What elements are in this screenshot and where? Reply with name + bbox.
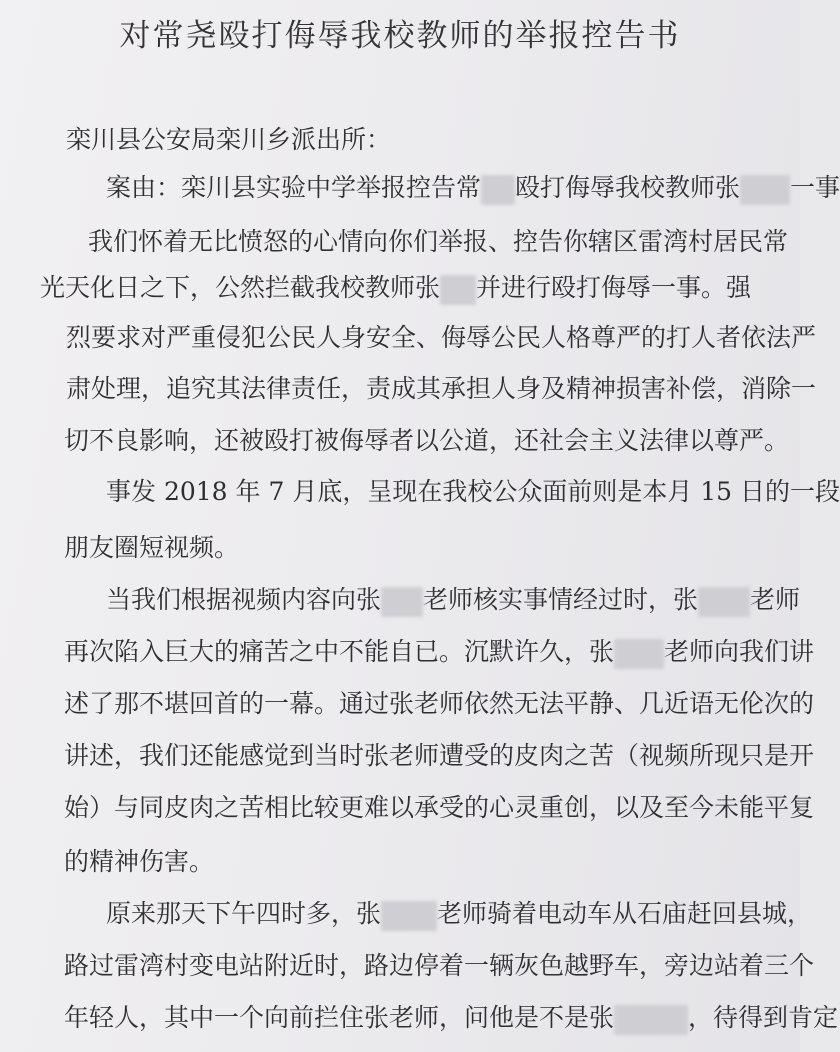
text-line: 烈要求对严重侵犯公民人身安全、侮辱公民人格尊严的打人者依法严 bbox=[66, 323, 817, 352]
text-line: 始）与同皮肉之苦相比较更难以承受的心灵重创，以及至今未能平复 bbox=[64, 793, 815, 822]
text-line: 事发 2018 年 7 月底，呈现在我校公众面前则是本月 15 日的一段 bbox=[106, 477, 840, 506]
text-line: 肃处理，追究其法律责任，责成其承担人身及精神损害补偿，消除一 bbox=[66, 374, 817, 403]
text-line: 朋友圈短视频。 bbox=[64, 533, 240, 562]
text-line: 原来那天下午四时多，张 老师骑着电动车从石庙赶回县城， bbox=[106, 898, 812, 931]
text-line: 讲述，我们还能感觉到当时张老师遭受的皮肉之苦（视频所现只是开 bbox=[64, 741, 815, 770]
text-line: 切不良影响，还被殴打被侮辱者以公道，还社会主义法律以尊严。 bbox=[64, 426, 790, 455]
redaction bbox=[381, 901, 437, 931]
text-line: 光天化日之下，公然拦截我校教师张 并进行殴打侮辱一事。强 bbox=[40, 272, 751, 305]
text-line: 当我们根据视频内容向张 老师核实事情经过时，张 老师 bbox=[106, 584, 800, 617]
salutation: 栾川县公安局栾川乡派出所： bbox=[66, 125, 392, 154]
text-line: 案由：栾川县实验中学举报控告常 殴打侮辱我校教师张 一事 bbox=[106, 172, 840, 205]
text-line: 的精神伤害。 bbox=[64, 847, 215, 876]
redaction bbox=[698, 587, 750, 617]
text-line: 再次陷入巨大的痛苦之中不能自已。沉默许久，张 老师向我们讲 bbox=[64, 636, 814, 669]
text-line: 路过雷湾村变电站附近时，路边停着一辆灰色越野车，旁边站着三个 bbox=[64, 951, 815, 980]
redaction bbox=[614, 639, 664, 669]
redaction bbox=[614, 1005, 688, 1035]
text-line: 年轻人，其中一个向前拦住张老师，问他是不是张 ，待得到肯定 bbox=[64, 1002, 838, 1035]
text-line: 我们怀着无比愤怒的心情向你们举报、控告你辖区雷湾村居民常 bbox=[88, 227, 789, 256]
redaction bbox=[381, 587, 423, 617]
redaction bbox=[740, 175, 790, 205]
redaction bbox=[440, 275, 476, 305]
redaction bbox=[481, 175, 515, 205]
text-line: 述了那不堪回首的一幕。通过张老师依然无法平静、几近语无伦次的 bbox=[64, 689, 815, 718]
document-title: 对常尧殴打侮辱我校教师的举报控告书 bbox=[119, 18, 681, 54]
